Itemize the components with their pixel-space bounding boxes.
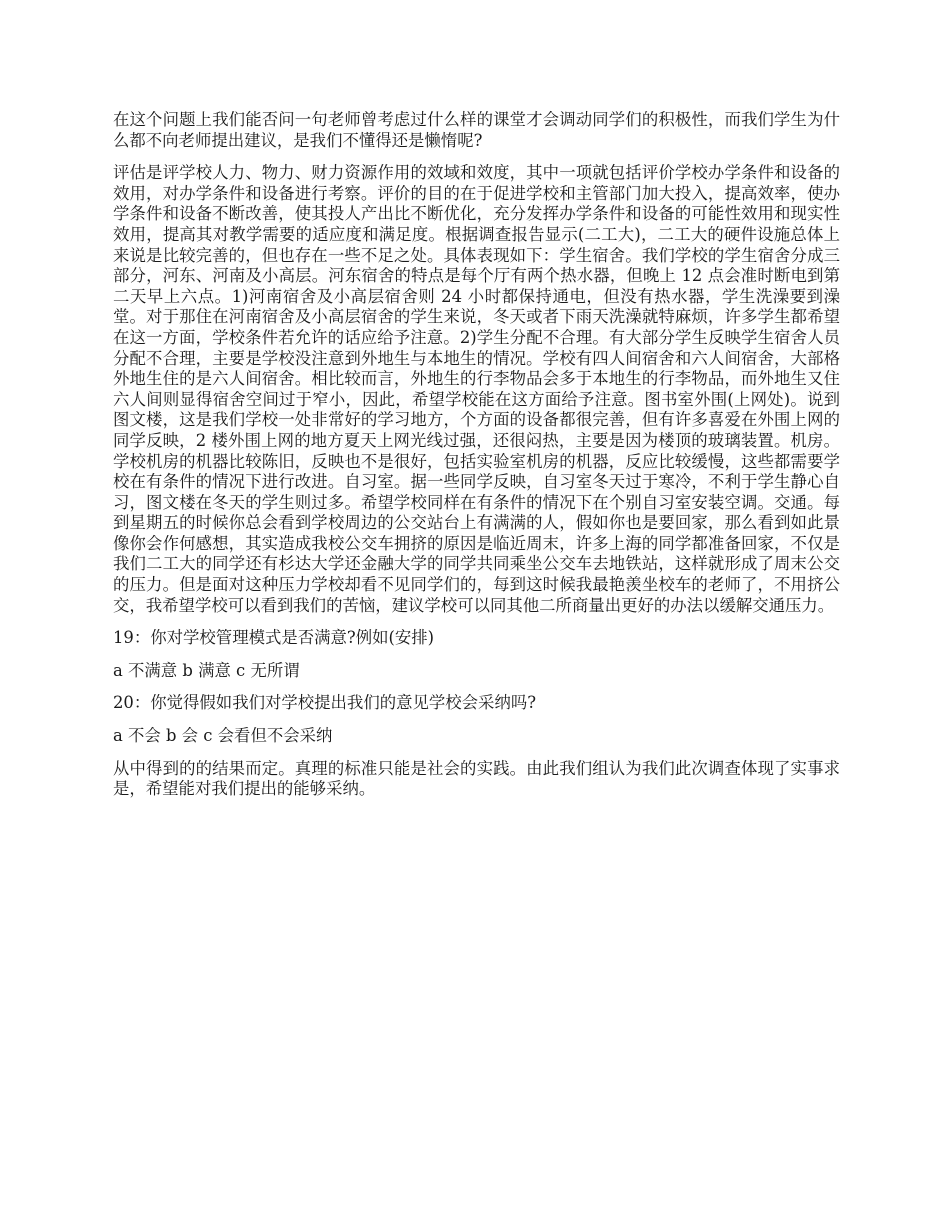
question-20: 20：你觉得假如我们对学校提出我们的意见学校会采纳吗?: [113, 693, 537, 713]
document-body: [113, 110, 840, 812]
question-19-options: a 不满意 b 满意 c 无所谓: [113, 660, 300, 680]
question-19: 19：你对学校管理模式是否满意?例如(安排): [113, 628, 435, 648]
paragraph-intro-question: 在这个问题上我们能否问一句老师曾考虑过什么样的课堂才会调动同学们的积极性，而我们学生为什么都不向老师提出建议，是我们不懂得还是懒惰呢?: [113, 110, 840, 150]
paragraph-conclusion: 从中得到的的结果而定。真理的标准只能是社会的实践。由此我们组认为我们此次调查体现了实事求是，希望能对我们提出的能够采纳。: [113, 758, 840, 799]
question-20-options: a 不会 b 会 c 会看但不会采纳: [113, 726, 333, 746]
paragraph-evaluation: 评估是评学校人力、物力、财力资源作用的效域和效度，其中一项就包括评价学校办学条件和设备的效用，对办学条件和设备进行考察。评价的目的在于促进学校和主管部门加大投入，提高效率，使办学条件和设备不断改善，使其投人产出比不断优化，充分发挥办学条件和设备的可能性效用和现实性效用，提高其对教学需要的适应度和满足度。根据调查报告显示(二工大)，二工大的硬件设施总体上来说是比较完善的，但也存在一些不足之处。具体表现如下：学生宿舍。我们学校的学生宿舍分成三部分，河东、河南及小高层。河东宿舍的特点是每个厅有两个热水器，但晚上 12 点会准时断电到第二天早上六点。1)河南宿舍及小高层宿舍则 24 小时都保持通电，但没有热水器，学生洗澡要到澡堂。对于那住在河南宿舍及小高层宿舍的学生来说，冬天或者下雨天洗澡就特麻烦，许多学生都希望在这一方面，学校条件若允许的话应给予注意。2)学生分配不合理。有大部分学生反映学生宿舍人员分配不合理，主要是学校没注意到外地生与本地生的情况。学校有四人间宿舍和六人间宿舍，大部格外地生住的是六人间宿舍。相比较而言，外地生的行李物品会多于本地生的行李物品，而外地生又住六人间则显得宿舍空间过于窄小，因此，希望学校能在这方面给予注意。图书室外围(上网处)。说到图文楼，这是我们学校一处非常好的学习地方，个方面的设备都很完善，但有许多喜爱在外围上网的同学反映，2 楼外围上网的地方夏天上网光线过强，还很闷热，主要是因为楼顶的玻璃装置。机房。学校机房的机器比较陈旧，反映也不是很好，包括实验室机房的机器，反应比较缓慢，这些都需要学校在有条件的情况下进行改进。自习室。据一些同学反映，自习室冬天过于寒冷，不利于学生静心自习，图文楼在冬天的学生则过多。希望学校同样在有条件的情况下在个别自习室安装空调。交通。每到星期五的时候你总会看到学校周边的公交站台上有满满的人，假如你也是要回家，那么看到如此景像你会作何感想，其实造成我校公交车拥挤的原因是临近周末，许多上海的同学都准备回家，不仅是我们二工大的同学还有杉达大学还金融大学的同学共同乘坐公交车去地铁站，这样就形成了周末公交的压力。但是面对这种压力学校却看不见同学们的，每到这时候我最艳羡坐校车的老师了，不用挤公交，我希望学校可以看到我们的苦恼，建议学校可以同其他二所商量出更好的办法以缓解交通压力。: [113, 163, 840, 615]
